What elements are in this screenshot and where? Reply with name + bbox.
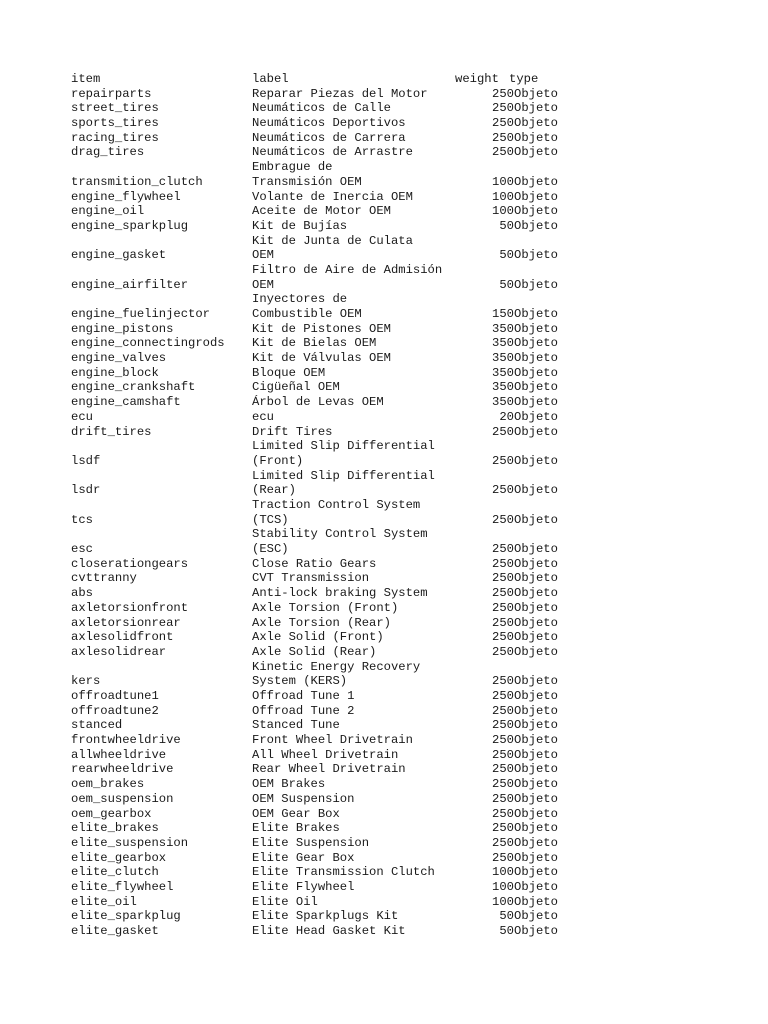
table-row xyxy=(0,292,768,321)
cell-label: Neumáticos de Carrera xyxy=(252,130,406,145)
cell-item: engine_oil xyxy=(71,204,145,219)
table-row xyxy=(0,395,768,410)
cell-item: drag_tires xyxy=(71,145,145,160)
cell-type: Objeto xyxy=(514,806,558,821)
cell-label: Axle Torsion (Front) xyxy=(252,600,399,615)
cell-weight: 50 xyxy=(499,909,514,924)
cell-weight: 250 xyxy=(492,850,514,865)
cell-weight: 100 xyxy=(492,894,514,909)
cell-item: axlesolidrear xyxy=(71,644,167,659)
cell-type: Objeto xyxy=(514,894,558,909)
cell-label: Kit de Pistones OEM xyxy=(252,321,391,336)
table-row xyxy=(0,204,768,219)
cell-type: Objeto xyxy=(514,924,558,938)
header-label: label xyxy=(252,71,289,86)
table-row xyxy=(0,160,768,189)
cell-type: Objeto xyxy=(514,365,558,380)
cell-weight: 350 xyxy=(492,365,514,380)
cell-label: OEM Brakes xyxy=(252,777,326,792)
cell-type: Objeto xyxy=(514,189,558,204)
cell-label: Reparar Piezas del Motor xyxy=(252,86,428,101)
cell-label: Elite Sparkplugs Kit xyxy=(252,909,399,924)
cell-label: Traction Control System (TCS) xyxy=(252,498,421,527)
cell-item: engine_crankshaft xyxy=(71,380,196,395)
cell-weight: 350 xyxy=(492,380,514,395)
cell-weight: 250 xyxy=(492,542,514,557)
table-row xyxy=(0,851,768,866)
cell-label: Kit de Válvulas OEM xyxy=(252,351,391,366)
cell-weight: 50 xyxy=(499,277,514,292)
cell-item: stanced xyxy=(71,718,123,733)
cell-item: repairparts xyxy=(71,86,152,101)
table-row xyxy=(0,689,768,704)
table-row xyxy=(0,145,768,160)
table-row xyxy=(0,601,768,616)
cell-item: rearwheeldrive xyxy=(71,762,174,777)
cell-type: Objeto xyxy=(514,204,558,219)
table-row xyxy=(0,527,768,556)
cell-weight: 250 xyxy=(492,571,514,586)
cell-label: Bloque OEM xyxy=(252,365,326,380)
cell-label: Axle Solid (Front) xyxy=(252,630,384,645)
cell-item: oem_gearbox xyxy=(71,806,152,821)
cell-type: Objeto xyxy=(514,409,558,424)
cell-item: engine_flywheel xyxy=(71,189,181,204)
cell-item: street_tires xyxy=(71,101,159,116)
cell-type: Objeto xyxy=(514,747,558,762)
cell-type: Objeto xyxy=(514,86,558,101)
cell-type: Objeto xyxy=(514,101,558,116)
cell-label: Offroad Tune 2 xyxy=(252,703,355,718)
cell-label: Kit de Junta de Culata OEM xyxy=(252,233,413,263)
cell-type: Objeto xyxy=(514,248,558,263)
table-row xyxy=(0,616,768,631)
cell-item: transmition_clutch xyxy=(71,174,203,189)
table-row xyxy=(0,704,768,719)
table-row xyxy=(0,116,768,131)
table-row xyxy=(0,557,768,572)
cell-weight: 250 xyxy=(492,835,514,850)
cell-weight: 350 xyxy=(492,395,514,410)
cell-type: Objeto xyxy=(514,307,558,322)
cell-type: Objeto xyxy=(514,703,558,718)
cell-label: Elite Transmission Clutch xyxy=(252,865,435,880)
cell-weight: 250 xyxy=(492,674,514,689)
cell-label: Neumáticos de Arrastre xyxy=(252,145,413,160)
cell-type: Objeto xyxy=(514,791,558,806)
cell-weight: 20 xyxy=(499,409,514,424)
table-row xyxy=(0,366,768,381)
cell-label: Elite Flywheel xyxy=(252,879,355,894)
cell-item: engine_gasket xyxy=(71,248,167,263)
cell-label: OEM Gear Box xyxy=(252,806,340,821)
cell-label: All Wheel Drivetrain xyxy=(252,747,399,762)
cell-weight: 250 xyxy=(492,86,514,101)
table-row xyxy=(0,439,768,468)
table-row xyxy=(0,351,768,366)
cell-item: lsdr xyxy=(71,483,101,498)
table-row xyxy=(0,792,768,807)
cell-type: Objeto xyxy=(514,909,558,924)
cell-label: Inyectores de Combustible OEM xyxy=(252,292,362,322)
cell-item: elite_sparkplug xyxy=(71,909,181,924)
cell-label: Drift Tires xyxy=(252,424,333,439)
cell-type: Objeto xyxy=(514,130,558,145)
table-row xyxy=(0,821,768,836)
table-row xyxy=(0,660,768,689)
cell-label: Embrague de Transmisión OEM xyxy=(252,160,362,189)
cell-label: Neumáticos Deportivos xyxy=(252,116,406,131)
cell-weight: 250 xyxy=(492,556,514,571)
cell-type: Objeto xyxy=(514,600,558,615)
table-row xyxy=(0,895,768,910)
table-row xyxy=(0,87,768,102)
cell-item: engine_pistons xyxy=(71,321,174,336)
cell-weight: 50 xyxy=(499,924,514,938)
table-row xyxy=(0,381,768,396)
cell-label: Elite Oil xyxy=(252,894,318,909)
table-row xyxy=(0,336,768,351)
cell-item: elite_gearbox xyxy=(71,850,167,865)
cell-type: Objeto xyxy=(514,380,558,395)
cell-weight: 250 xyxy=(492,806,514,821)
cell-item: elite_clutch xyxy=(71,865,159,880)
cell-label: Close Ratio Gears xyxy=(252,556,377,571)
header-type: type xyxy=(509,71,539,86)
table-row xyxy=(0,263,768,292)
cell-type: Objeto xyxy=(514,453,558,468)
cell-type: Objeto xyxy=(514,850,558,865)
table-row xyxy=(0,630,768,645)
cell-item: cvttranny xyxy=(71,571,137,586)
table-row xyxy=(0,425,768,440)
cell-type: Objeto xyxy=(514,571,558,586)
cell-label: Axle Torsion (Rear) xyxy=(252,615,391,630)
cell-item: engine_airfilter xyxy=(71,277,189,292)
cell-item: drift_tires xyxy=(71,424,152,439)
cell-item: axletorsionrear xyxy=(71,615,181,630)
table-row xyxy=(0,748,768,763)
cell-weight: 150 xyxy=(492,307,514,322)
cell-weight: 250 xyxy=(492,512,514,527)
cell-item: oem_suspension xyxy=(71,791,174,806)
cell-type: Objeto xyxy=(514,424,558,439)
cell-label: CVT Transmission xyxy=(252,571,370,586)
cell-label: Rear Wheel Drivetrain xyxy=(252,762,406,777)
cell-weight: 50 xyxy=(499,248,514,263)
table-row xyxy=(0,777,768,792)
table-row xyxy=(0,190,768,205)
cell-weight: 250 xyxy=(492,630,514,645)
cell-type: Objeto xyxy=(514,879,558,894)
cell-weight: 350 xyxy=(492,336,514,351)
table-row xyxy=(0,762,768,777)
cell-label: Kit de Bujías xyxy=(252,218,348,233)
cell-item: elite_flywheel xyxy=(71,879,174,894)
cell-type: Objeto xyxy=(514,674,558,689)
cell-type: Objeto xyxy=(514,542,558,557)
table-row xyxy=(0,586,768,601)
table-row xyxy=(0,733,768,748)
cell-item: lsdf xyxy=(71,453,101,468)
cell-label: Filtro de Aire de Admisión OEM xyxy=(252,262,443,292)
cell-type: Objeto xyxy=(514,718,558,733)
table-row xyxy=(0,909,768,924)
cell-weight: 100 xyxy=(492,879,514,894)
cell-item: offroadtune1 xyxy=(71,689,159,703)
cell-label: Neumáticos de Calle xyxy=(252,101,391,116)
table-row xyxy=(0,645,768,660)
cell-label: Cigüeñal OEM xyxy=(252,380,340,395)
table-row xyxy=(0,101,768,116)
cell-weight: 250 xyxy=(492,733,514,748)
cell-item: axletorsionfront xyxy=(71,600,189,615)
table-row xyxy=(0,718,768,733)
cell-item: abs xyxy=(71,586,93,601)
items-table xyxy=(0,72,768,939)
cell-item: ecu xyxy=(71,409,93,424)
cell-weight: 100 xyxy=(492,174,514,189)
cell-weight: 100 xyxy=(492,204,514,219)
cell-label: Aceite de Motor OEM xyxy=(252,204,391,219)
cell-type: Objeto xyxy=(514,174,558,189)
cell-type: Objeto xyxy=(514,615,558,630)
cell-label: Elite Gear Box xyxy=(252,850,355,865)
cell-weight: 250 xyxy=(492,747,514,762)
table-row xyxy=(0,924,768,939)
cell-type: Objeto xyxy=(514,336,558,351)
cell-type: Objeto xyxy=(514,586,558,601)
cell-item: axlesolidfront xyxy=(71,630,174,645)
cell-label: Elite Suspension xyxy=(252,835,370,850)
cell-type: Objeto xyxy=(514,351,558,366)
cell-weight: 250 xyxy=(492,777,514,792)
cell-type: Objeto xyxy=(514,733,558,748)
cell-label: ecu xyxy=(252,409,274,424)
table-row xyxy=(0,469,768,498)
cell-label: Volante de Inercia OEM xyxy=(252,189,413,204)
cell-weight: 250 xyxy=(492,791,514,806)
cell-label: Stanced Tune xyxy=(252,718,340,733)
cell-type: Objeto xyxy=(514,512,558,527)
cell-label: Limited Slip Differential (Front) xyxy=(252,439,435,468)
cell-weight: 250 xyxy=(492,116,514,131)
cell-type: Objeto xyxy=(514,395,558,410)
table-row xyxy=(0,807,768,822)
cell-label: Kinetic Energy Recovery System (KERS) xyxy=(252,659,421,689)
table-row xyxy=(0,234,768,263)
cell-item: elite_suspension xyxy=(71,835,189,850)
cell-type: Objeto xyxy=(514,865,558,880)
cell-item: engine_sparkplug xyxy=(71,218,189,233)
cell-label: Árbol de Levas OEM xyxy=(252,395,384,410)
table-row xyxy=(0,836,768,851)
cell-item: engine_block xyxy=(71,365,159,380)
cell-item: closerationgears xyxy=(71,556,189,571)
cell-item: engine_connectingrods xyxy=(71,336,225,351)
cell-label: OEM Suspension xyxy=(252,791,355,806)
cell-item: engine_valves xyxy=(71,351,167,366)
cell-item: tcs xyxy=(71,512,93,527)
table-header-row xyxy=(0,72,768,87)
cell-type: Objeto xyxy=(514,483,558,498)
cell-label: Stability Control System (ESC) xyxy=(252,527,428,557)
cell-weight: 250 xyxy=(492,762,514,777)
cell-type: Objeto xyxy=(514,277,558,292)
cell-weight: 250 xyxy=(492,718,514,733)
cell-type: Objeto xyxy=(514,644,558,659)
table-row xyxy=(0,410,768,425)
cell-weight: 350 xyxy=(492,351,514,366)
cell-item: elite_gasket xyxy=(71,924,159,938)
cell-weight: 250 xyxy=(492,703,514,718)
cell-label: Anti-lock braking System xyxy=(252,586,428,601)
header-weight: weight xyxy=(455,71,499,86)
cell-type: Objeto xyxy=(514,777,558,792)
cell-weight: 250 xyxy=(492,644,514,659)
cell-weight: 250 xyxy=(492,689,514,703)
cell-weight: 250 xyxy=(492,145,514,160)
table-row xyxy=(0,131,768,146)
cell-item: racing_tires xyxy=(71,130,159,145)
cell-item: engine_camshaft xyxy=(71,395,181,410)
table-row xyxy=(0,322,768,337)
cell-type: Objeto xyxy=(514,556,558,571)
cell-item: offroadtune2 xyxy=(71,703,159,718)
cell-item: elite_oil xyxy=(71,894,137,909)
cell-item: oem_brakes xyxy=(71,777,145,792)
cell-weight: 250 xyxy=(492,615,514,630)
cell-type: Objeto xyxy=(514,145,558,160)
cell-type: Objeto xyxy=(514,821,558,836)
cell-weight: 100 xyxy=(492,865,514,880)
cell-weight: 250 xyxy=(492,130,514,145)
cell-weight: 350 xyxy=(492,321,514,336)
cell-type: Objeto xyxy=(514,762,558,777)
cell-label: Elite Brakes xyxy=(252,821,340,836)
cell-item: sports_tires xyxy=(71,116,159,131)
cell-item: elite_brakes xyxy=(71,821,159,836)
cell-type: Objeto xyxy=(514,321,558,336)
cell-item: allwheeldrive xyxy=(71,747,167,762)
cell-label: Front Wheel Drivetrain xyxy=(252,733,413,748)
table-row xyxy=(0,219,768,234)
cell-weight: 100 xyxy=(492,189,514,204)
cell-weight: 250 xyxy=(492,821,514,836)
table-row xyxy=(0,572,768,587)
cell-weight: 250 xyxy=(492,483,514,498)
cell-item: esc xyxy=(71,542,93,557)
cell-label: Kit de Bielas OEM xyxy=(252,336,377,351)
table-row xyxy=(0,880,768,895)
cell-label: Limited Slip Differential (Rear) xyxy=(252,468,435,498)
cell-label: Elite Head Gasket Kit xyxy=(252,924,406,938)
cell-type: Objeto xyxy=(514,218,558,233)
table-row xyxy=(0,865,768,880)
cell-type: Objeto xyxy=(514,630,558,645)
cell-type: Objeto xyxy=(514,835,558,850)
cell-label: Axle Solid (Rear) xyxy=(252,644,377,659)
cell-weight: 250 xyxy=(492,424,514,439)
cell-weight: 50 xyxy=(499,218,514,233)
table-row xyxy=(0,498,768,527)
cell-type: Objeto xyxy=(514,689,558,703)
cell-item: engine_fuelinjector xyxy=(71,307,210,322)
cell-weight: 250 xyxy=(492,453,514,468)
cell-weight: 250 xyxy=(492,101,514,116)
cell-label: Offroad Tune 1 xyxy=(252,689,355,703)
cell-weight: 250 xyxy=(492,600,514,615)
cell-type: Objeto xyxy=(514,116,558,131)
cell-item: frontwheeldrive xyxy=(71,733,181,748)
cell-weight: 250 xyxy=(492,586,514,601)
cell-item: kers xyxy=(71,674,101,689)
header-item: item xyxy=(71,71,101,86)
